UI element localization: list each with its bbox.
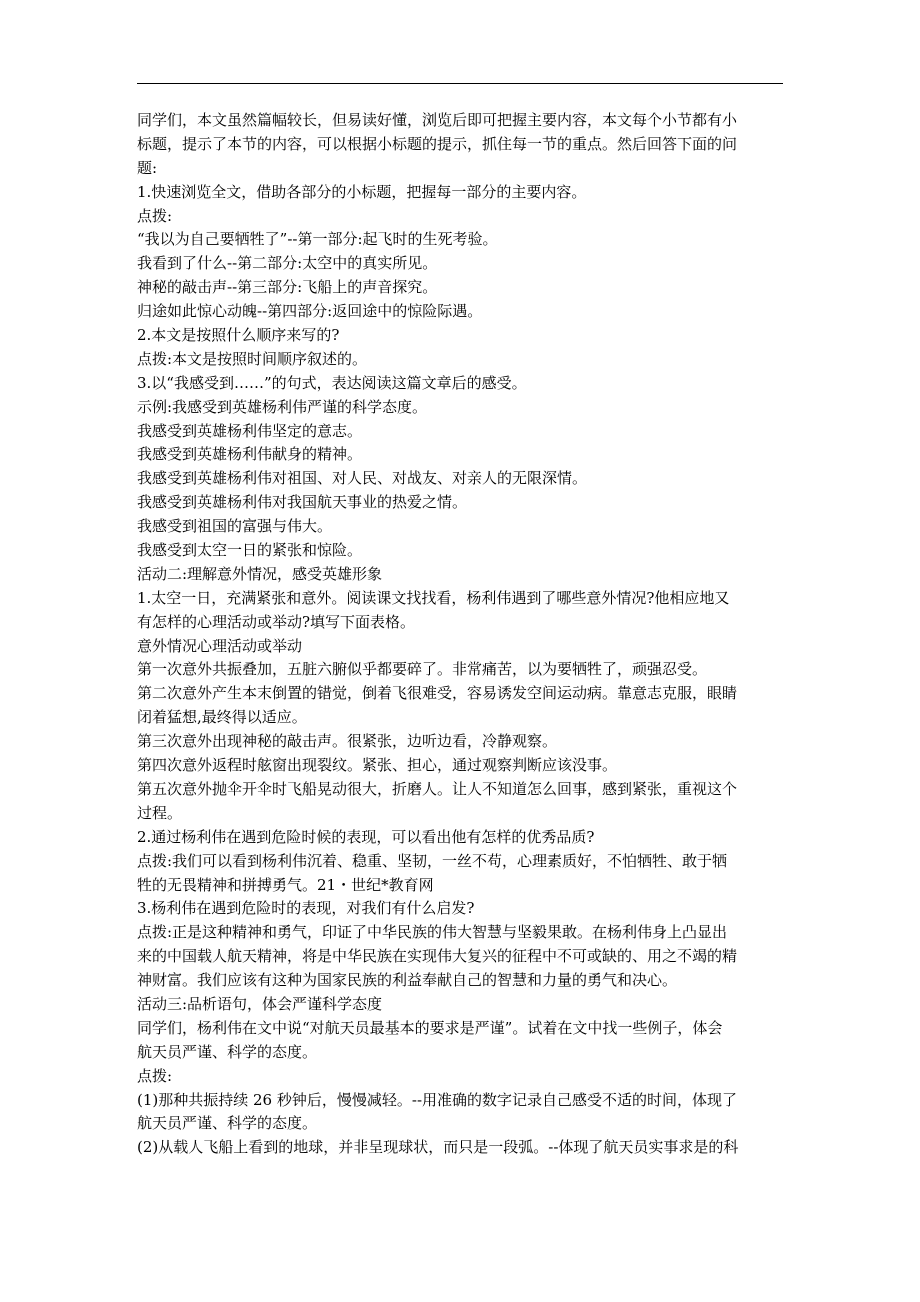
text-line: 神秘的敲击声--第三部分:飞船上的声音探究。 xyxy=(137,278,438,297)
text-line: 我感受到英雄杨利伟对我国航天事业的热爱之情。 xyxy=(137,493,468,512)
text-line: 点拨:我们可以看到杨利伟沉着、稳重、坚韧，一丝不苟，心理素质好，不怕牺牲、敢于牺 xyxy=(137,851,728,870)
text-line: 同学们，本文虽然篇幅较长，但易读好懂，浏览后即可把握主要内容，本文每个小节都有小 xyxy=(137,111,738,129)
text-line: 闭着猛想,最终得以适应。 xyxy=(137,708,307,727)
text-line: 来的中国载人航天精神，将是中华民族在实现伟大复兴的征程中不可或缺的、用之不竭的精 xyxy=(137,947,738,966)
text-line: 过程。 xyxy=(137,803,183,822)
text-line: 归途如此惊心动魄--第四部分:返回途中的惊险际遇。 xyxy=(137,302,483,321)
text-line: 我看到了什么--第二部分:太空中的真实所见。 xyxy=(137,254,438,273)
document-body xyxy=(137,109,787,1160)
text-line: 有怎样的心理活动或举动?填写下面表格。 xyxy=(137,612,416,631)
text-line: 神财富。我们应该有这种为国家民族的利益奉献自己的智慧和力量的勇气和决心。 xyxy=(137,971,678,990)
header-rule xyxy=(137,83,783,84)
section-heading: 活动三:品析语句，体会严谨科学态度 xyxy=(137,994,383,1013)
text-line: 我感受到英雄杨利伟对祖国、对人民、对战友、对亲人的无限深情。 xyxy=(137,469,588,488)
question-heading: 2.通过杨利伟在遇到危险时候的表现，可以看出他有怎样的优秀品质? xyxy=(137,827,595,846)
table-header: 意外情况心理活动或举动 xyxy=(137,636,303,655)
text-line: 第四次意外返程时舷窗出现裂纹。紧张、担心，通过观察判断应该没事。 xyxy=(137,756,618,775)
question-heading: 1.快速浏览全文，借助各部分的小标题，把握每一部分的主要内容。 xyxy=(137,182,587,201)
hint-label: 点拨: xyxy=(137,206,173,225)
text-line: 牲的无畏精神和拼搏勇气。21・世纪*教育网 xyxy=(137,875,434,894)
text-line: 我感受到英雄杨利伟献身的精神。 xyxy=(137,445,363,464)
section-heading: 活动二:理解意外情况，感受英雄形象 xyxy=(137,564,383,583)
question-heading: 3.杨利伟在遇到危险时的表现，对我们有什么启发? xyxy=(137,899,475,918)
text-line: 点拨:本文是按照时间顺序叙述的。 xyxy=(137,349,368,368)
text-line: 题: xyxy=(137,158,158,177)
text-line: “我以为自己要牺牲了”--第一部分:起飞时的生死考验。 xyxy=(137,230,498,249)
text-line: 标题，提示了本节的内容，可以根据小标题的提示，抓住每一节的重点。然后回答下面的问 xyxy=(137,134,738,153)
text-line: 我感受到祖国的富强与伟大。 xyxy=(137,517,333,536)
text-line: 航天员严谨、科学的态度。 xyxy=(137,1042,318,1061)
text-line: 第二次意外产生本末倒置的错觉，倒着飞很难受，容易诱发空间运动病。靠意志克服，眼睛 xyxy=(137,684,738,703)
text-line: 第三次意外出现神秘的敲击声。很紧张，边听边看，冷静观察。 xyxy=(137,732,558,751)
text-line: 我感受到英雄杨利伟坚定的意志。 xyxy=(137,421,363,440)
hint-label: 点拨: xyxy=(137,1066,173,1085)
text-line: 第五次意外抛伞开伞时飞船晃动很大，折磨人。让人不知道怎么回事，感到紧张，重视这个 xyxy=(137,779,738,798)
text-line: 我感受到太空一日的紧张和惊险。 xyxy=(137,541,363,560)
text-line: 同学们，杨利伟在文中说“对航天员最基本的要求是严谨”。试着在文中找一些例子，体会 xyxy=(137,1018,723,1037)
question-heading: 1.太空一日，充满紧张和意外。阅读课文找找看，杨利伟遇到了哪些意外情况?他相应地又 xyxy=(137,588,730,607)
text-line: 第一次意外共振叠加，五脏六腑似乎都要碎了。非常痛苦，以为要牺牲了，顽强忍受。 xyxy=(137,660,708,679)
question-heading: 3.以“我感受到……”的句式，表达阅读这篇文章后的感受。 xyxy=(137,373,527,392)
text-line: (1)那种共振持续 26 秒钟后，慢慢减轻。--用准确的数字记录自己感受不适的时间，体现了 xyxy=(137,1090,738,1109)
text-line: 航天员严谨、科学的态度。 xyxy=(137,1114,318,1133)
text-line: 示例:我感受到英雄杨利伟严谨的科学态度。 xyxy=(137,397,428,416)
text-line: (2)从载人飞船上看到的地球，并非呈现球状，而只是一段弧。--体现了航天员实事求是的科 xyxy=(137,1138,739,1157)
question-heading: 2.本文是按照什么顺序来写的? xyxy=(137,326,340,345)
text-line: 点拨:正是这种精神和勇气，印证了中华民族的伟大智慧与坚毅果敢。在杨利伟身上凸显出 xyxy=(137,923,728,942)
